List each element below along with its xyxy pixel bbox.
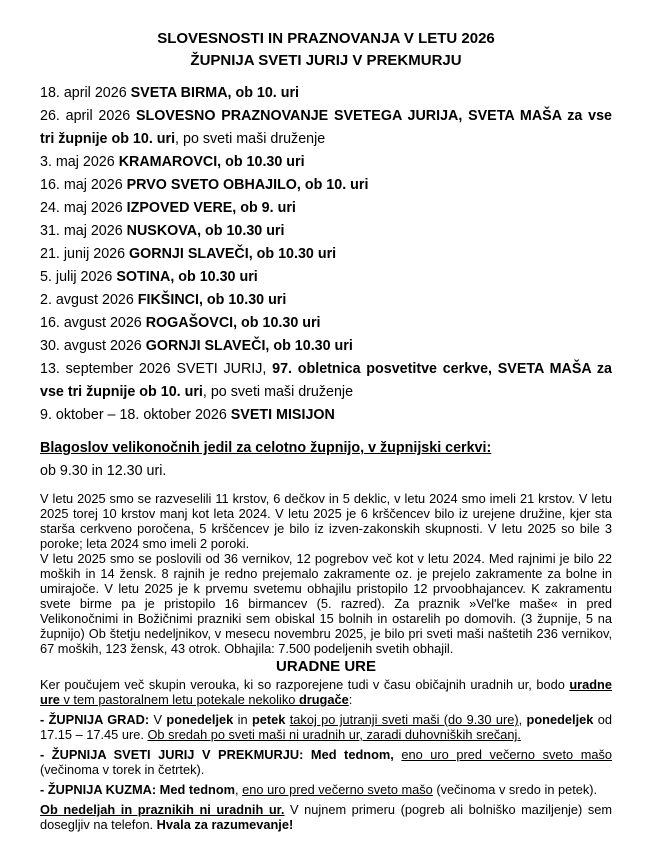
statistics-paragraph-2: V letu 2025 smo se poslovili od 36 vernikov, 12 pogrebov več kot v letu 2024. Med rajnimi je bilo 22 moških in 14 žensk. 8 rajnih je redno prejemalo zakramente oz. je prejelo zakramente za bolne in umirajoče. V letu 2025 je k prvemu svetemu obhajilu pristopilo 12 prvoobhajancev. K zakramentu svete birme pa je pristopilo 16 birmancev (5. razred). Za praznik »Vel'ke maše« in pred Velikonočnimi in Božičnimi prazniki sem obiskal 15 bolnih in ostarelih po domovih. (3 župnije, 5 na župnijo) Ob štetju nedeljnikov, v mesecu novembru 2025, je bilo pri sveti maši naštetih 236 vernikov, 67 moških, 123 žensk, 43 otrok. Obhajila: 7.500 podeljenih svetih obhajil. — [40, 551, 612, 656]
event-line-8: 5. julij 2026 SOTINA, ob 10.30 uri — [40, 269, 258, 285]
office-hours-item-kuzma: - ŽUPNIJA KUZMA: Med tednom, eno uro pred večerno sveto mašo (večinoma v sredo in petek). — [40, 782, 598, 797]
event-line-4: 16. maj 2026 PRVO SVETO OBHAJILO, ob 10. uri — [40, 177, 369, 193]
blessing-heading: Blagoslov velikonočnih jedil za celotno župnijo, v župnijski cerkvi: — [40, 440, 492, 456]
statistics-paragraph-1: V letu 2025 smo se razveselili 11 krstov, 6 dečkov in 5 deklic, v letu 2024 smo imeli 21 krstov. V letu 2025 torej 10 krstov manj kot leta 2024. V letu 2025 je 6 krščencev bilo iz urejene družine, kjer sta starša cerkveno poročena, 5 krščencev je bilo iz izven-zakonskih skupnosti. V letu 2025 so bile 3 poroke; leta 2024 smo imeli 2 poroki. — [40, 491, 612, 551]
event-line-11: 30. avgust 2026 GORNJI SLAVEČI, ob 10.30 uri — [40, 338, 353, 354]
event-line-13: 9. oktober – 18. oktober 2026 SVETI MISIJON — [40, 407, 335, 423]
events-list — [40, 82, 612, 427]
office-hours-heading: URADNE URE — [275, 658, 376, 675]
event-line-5: 24. maj 2026 IZPOVED VERE, ob 9. uri — [40, 200, 296, 216]
event-line-2: 26. april 2026 SLOVESNO PRAZNOVANJE SVETEGA JURIJA, SVETA MAŠA za vse tri župnije ob 10. uri, po sveti maši druženje — [40, 108, 612, 147]
event-line-1: 18. april 2026 SVETA BIRMA, ob 10. uri — [40, 85, 300, 101]
event-line-7: 21. junij 2026 GORNJI SLAVEČI, ob 10.30 uri — [40, 246, 337, 262]
office-hours-closing-note: Ob nedeljah in praznikih ni uradnih ur. V nujnem primeru (pogreb ali bolniško maziljenje) sem dosegljiv na telefon. Hvala za razumevanje! — [40, 802, 613, 832]
event-line-6: 31. maj 2026 NUSKOVA, ob 10.30 uri — [40, 223, 285, 239]
document-title-line2: ŽUPNIJA SVETI JURIJ V PREKMURJU — [190, 52, 462, 69]
event-line-3: 3. maj 2026 KRAMAROVCI, ob 10.30 uri — [40, 154, 305, 170]
blessing-time: ob 9.30 in 12.30 uri. — [40, 463, 167, 479]
office-hours-item-grad: - ŽUPNIJA GRAD: V ponedeljek in petek takoj po jutranji sveti maši (do 9.30 ure), ponedeljek od 17.15 – 17.45 ure. Ob sredah po sveti maši ni uradnih ur, zaradi duhovniških srečanj. — [40, 712, 612, 742]
event-line-9: 2. avgust 2026 FIKŠINCI, ob 10.30 uri — [40, 292, 287, 308]
event-line-10: 16. avgust 2026 ROGAŠOVCI, ob 10.30 uri — [40, 315, 321, 331]
office-hours-intro: Ker poučujem več skupin verouka, ki so razporejene tudi v času običajnih uradnih ur, bodo uradne ure v tem pastoralnem letu potekale nekoliko drugače: — [40, 677, 612, 707]
document-title-line1: SLOVESNOSTI IN PRAZNOVANJA V LETU 2026 — [157, 30, 495, 47]
event-line-12: 13. september 2026 SVETI JURIJ, 97. obletnica posvetitve cerkve, SVETA MAŠA za vse tri župnije ob 10. uri, po sveti maši druženje — [40, 361, 612, 400]
office-hours-item-jurij: - ŽUPNIJA SVETI JURIJ V PREKMURJU: Med tednom, eno uro pred večerno sveto mašo (večinoma v torek in četrtek). — [40, 747, 612, 777]
